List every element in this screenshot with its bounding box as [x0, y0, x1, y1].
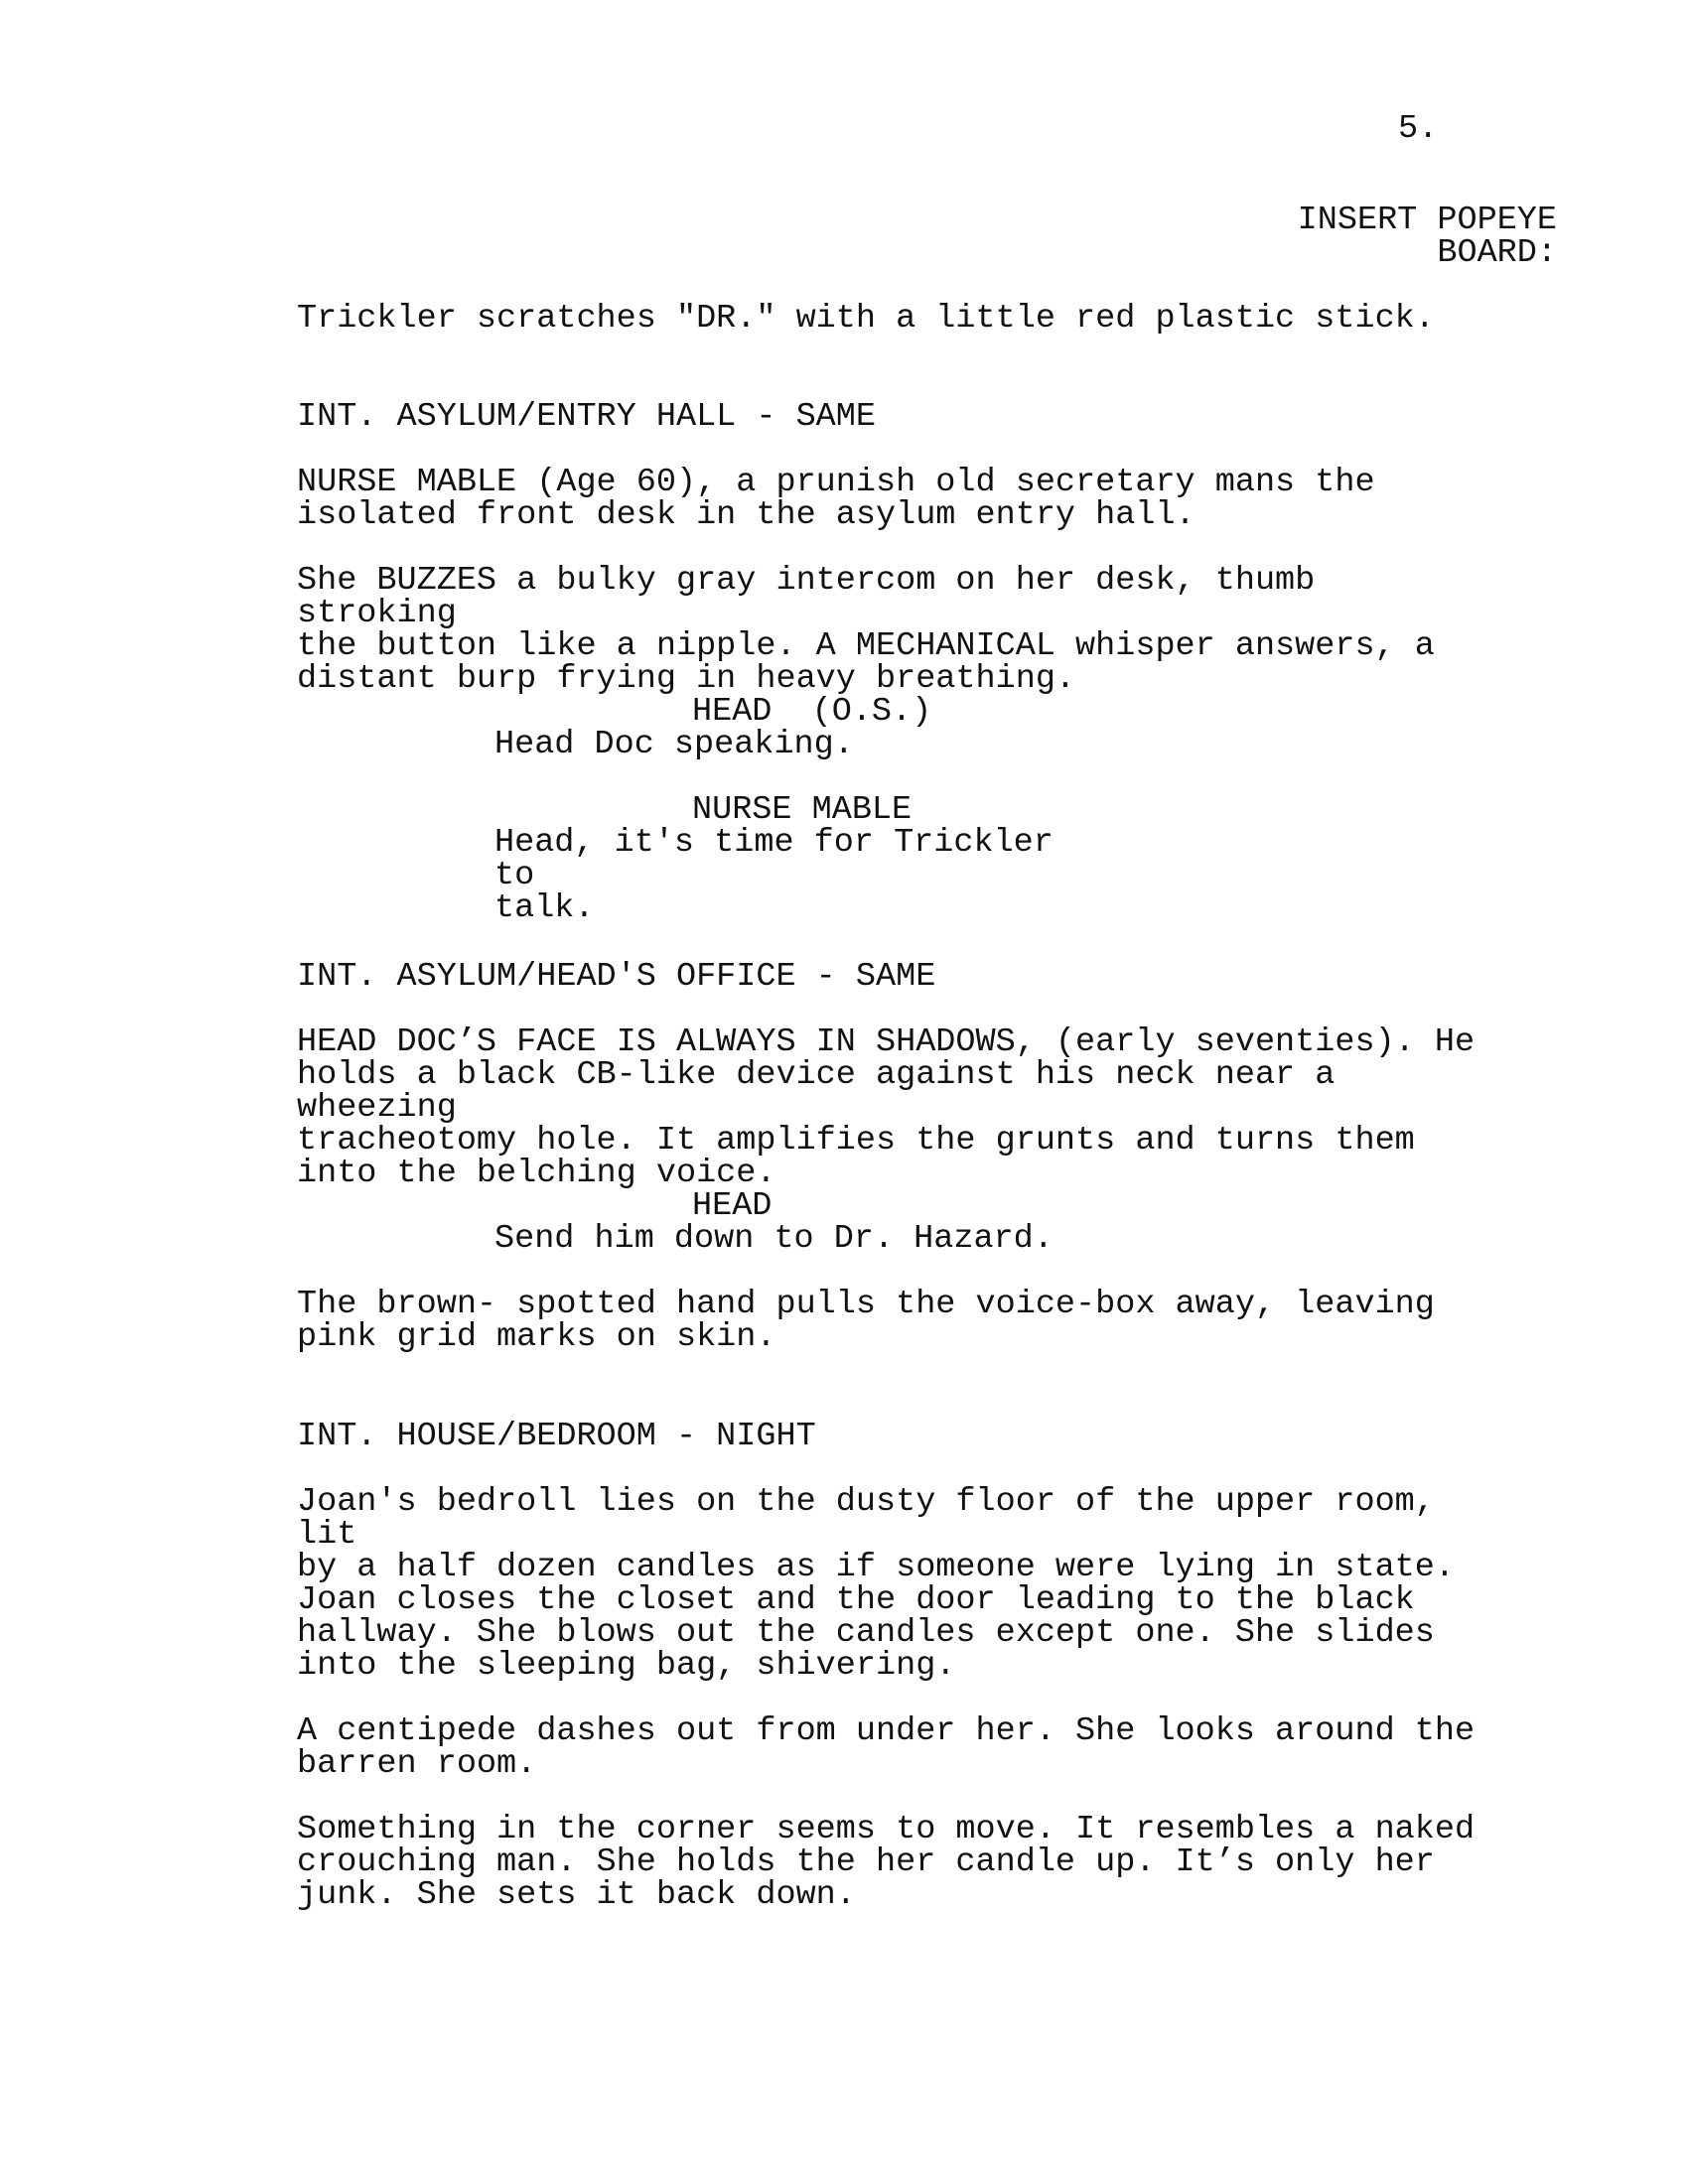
scene-heading: INT. ASYLUM/ENTRY HALL - SAME — [297, 398, 876, 436]
action-line: She BUZZES a bulky gray intercom on her desk, thumb stroking the button like a nipple. A MECHANICAL whisper answers, a distant burp frying in heavy breathing. — [297, 562, 1435, 698]
character-cue: HEAD (O.S.) — [692, 693, 932, 731]
scene-heading: INT. HOUSE/BEDROOM - NIGHT — [297, 1418, 816, 1455]
action-line: Something in the corner seems to move. It resembles a naked crouching man. She holds the her candle up. It’s only her junk. She sets it back down. — [297, 1811, 1476, 1914]
insert-transition: INSERT POPEYE BOARD: — [1297, 202, 1557, 272]
action-line: Joan closes the closet and the door leading to the black hallway. She blows out the candles except one. She slides into the sleeping bag, shivering. — [297, 1581, 1435, 1685]
action-line: HEAD DOC’S FACE IS ALWAYS IN SHADOWS, (early seventies). He holds a black CB-like device against his neck near a wheezing tracheotomy hole. It amplifies the grunts and turns them into the belching voice. — [297, 1024, 1476, 1192]
page-number: 5. — [1398, 110, 1439, 148]
scene-heading: INT. ASYLUM/HEAD'S OFFICE - SAME — [297, 958, 936, 996]
action-line: Trickler scratches "DR." with a little red plastic stick. — [297, 300, 1435, 338]
dialogue-line: Head, it's time for Trickler to talk. — [494, 824, 1054, 927]
dialogue-line: Head Doc speaking. — [494, 726, 854, 763]
action-line: A centipede dashes out from under her. She looks around the barren room. — [297, 1712, 1476, 1783]
action-line: NURSE MABLE (Age 60), a prunish old secretary mans the isolated front desk in the asylum entry hall. — [297, 464, 1375, 534]
character-cue: NURSE MABLE — [692, 791, 913, 829]
action-line: The brown- spotted hand pulls the voice-box away, leaving pink grid marks on skin. — [297, 1286, 1435, 1356]
dialogue-line: Send him down to Dr. Hazard. — [494, 1220, 1054, 1258]
character-cue: HEAD — [692, 1187, 773, 1225]
action-line: Joan's bedroll lies on the dusty floor of the upper room, lit by a half dozen candles as if someone were lying in state. — [297, 1483, 1455, 1586]
